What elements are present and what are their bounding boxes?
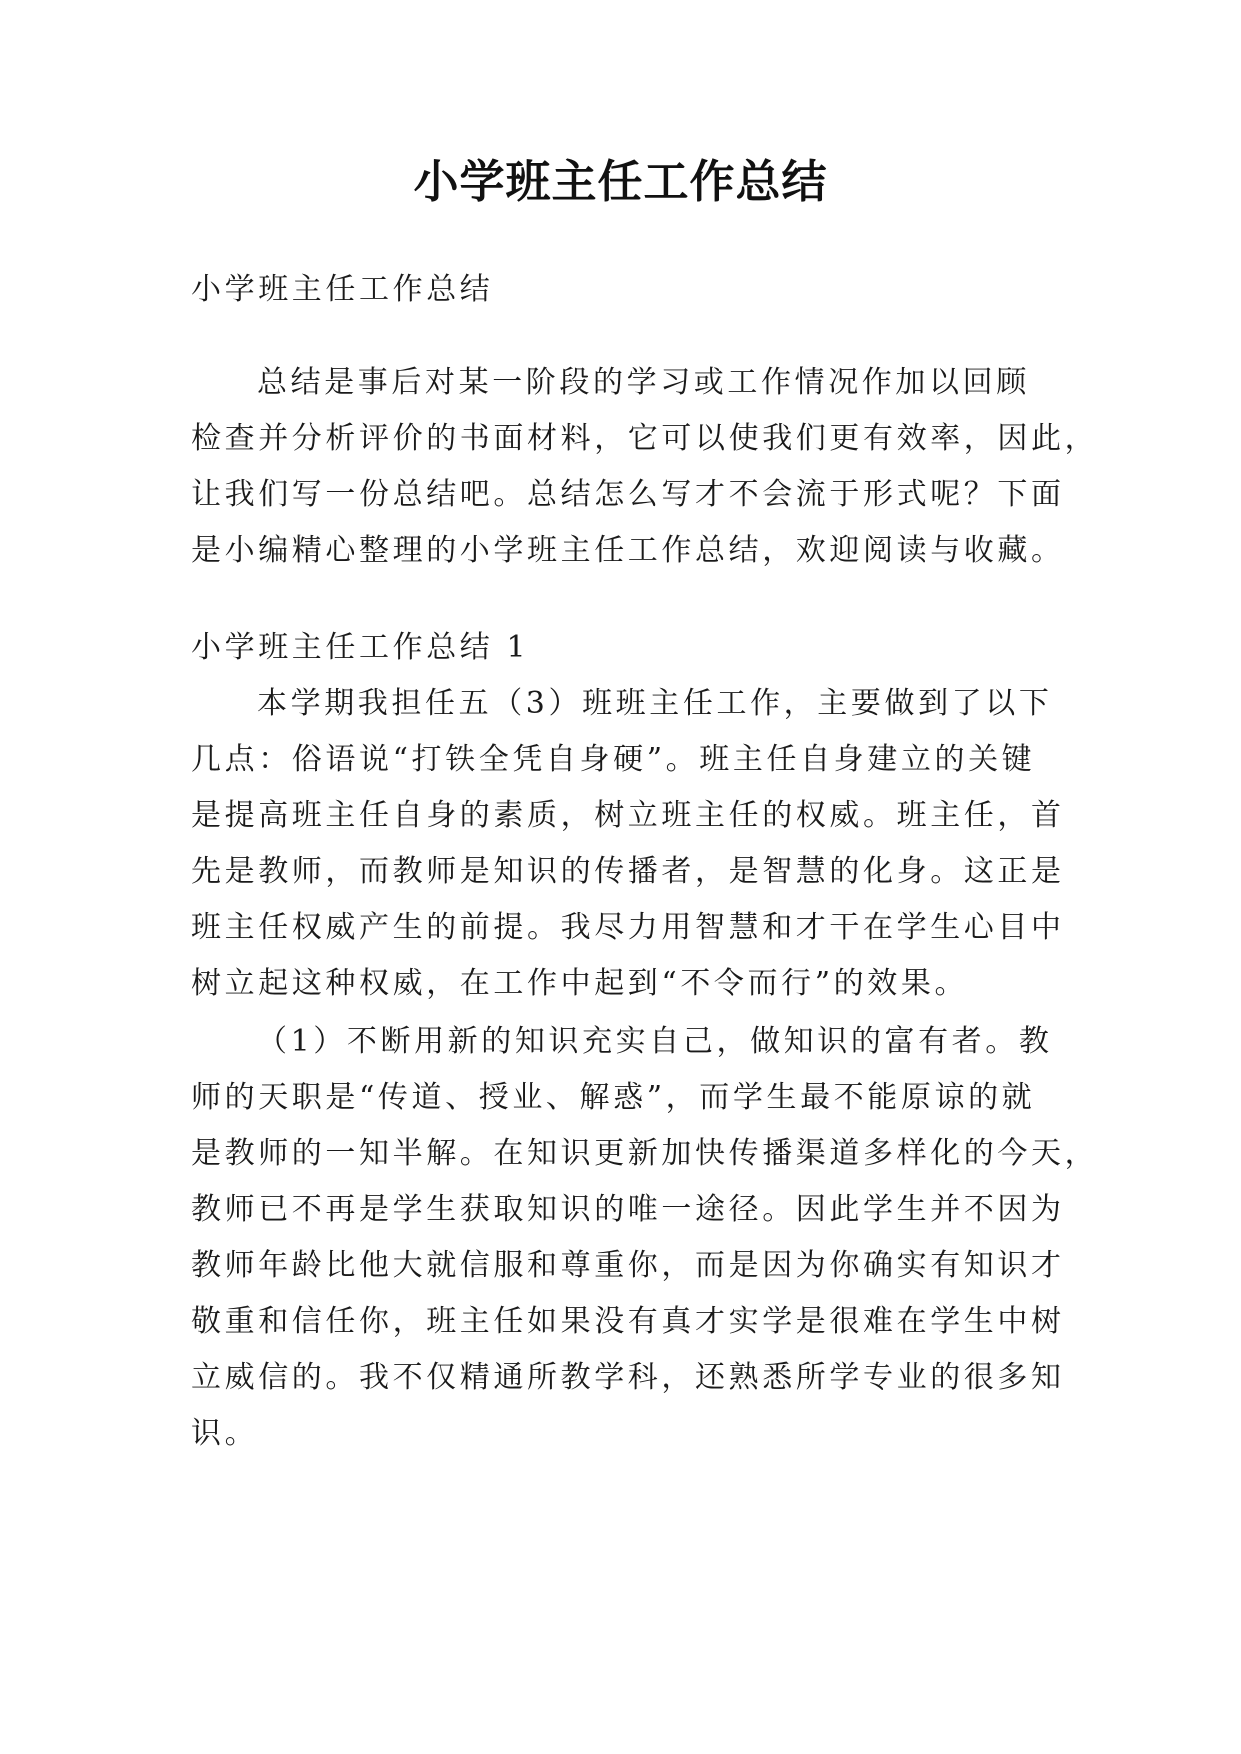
paragraph-line: （1）不断用新的知识充实自己，做知识的富有者。教 (257, 1024, 1053, 1059)
paragraph-line: 是教师的一知半解。在知识更新加快传播渠道多样化的今天， (191, 1136, 1099, 1171)
body-paragraph-2 (191, 1014, 1099, 1462)
intro-paragraph (191, 355, 1099, 579)
paragraph-line: 敬重和信任你，班主任如果没有真才实学是很难在学生中树 (191, 1304, 1065, 1339)
paragraph-line: 识。 (191, 1416, 259, 1451)
paragraph-line: 立威信的。我不仅精通所教学科，还熟悉所学专业的很多知 (191, 1360, 1065, 1395)
paragraph-line: 班主任权威产生的前提。我尽力用智慧和才干在学生心目中 (191, 910, 1065, 945)
paragraph-line: 本学期我担任五（3）班班主任工作，主要做到了以下 (257, 686, 1053, 721)
intro-line: 让我们写一份总结吧。总结怎么写才不会流于形式呢？下面 (191, 477, 1065, 512)
intro-line: 是小编精心整理的小学班主任工作总结，欢迎阅读与收藏。 (191, 533, 1065, 568)
body-paragraph-1 (191, 676, 1071, 1012)
document-title: 小学班主任工作总结 (413, 155, 828, 208)
paragraph-line: 师的天职是“传道、授业、解惑”，而学生最不能原谅的就 (191, 1080, 1036, 1115)
paragraph-line: 树立起这种权威，在工作中起到“不令而行”的效果。 (191, 966, 969, 1001)
paragraph-line: 是提高班主任自身的素质，树立班主任的权威。班主任，首 (191, 798, 1065, 833)
paragraph-line: 教师年龄比他大就信服和尊重你，而是因为你确实有知识才 (191, 1248, 1065, 1283)
paragraph-line: 教师已不再是学生获取知识的唯一途径。因此学生并不因为 (191, 1192, 1065, 1227)
document-subtitle: 小学班主任工作总结 (191, 272, 494, 307)
paragraph-line: 先是教师，而教师是知识的传播者，是智慧的化身。这正是 (191, 854, 1065, 889)
paragraph-line: 几点：俗语说“打铁全凭自身硬”。班主任自身建立的关键 (191, 742, 1036, 777)
section-heading: 小学班主任工作总结 1 (191, 630, 530, 665)
intro-line: 检查并分析评价的书面材料，它可以使我们更有效率，因此， (191, 421, 1099, 456)
intro-line: 总结是事后对某一阶段的学习或工作情况作加以回顾 (257, 365, 1030, 400)
